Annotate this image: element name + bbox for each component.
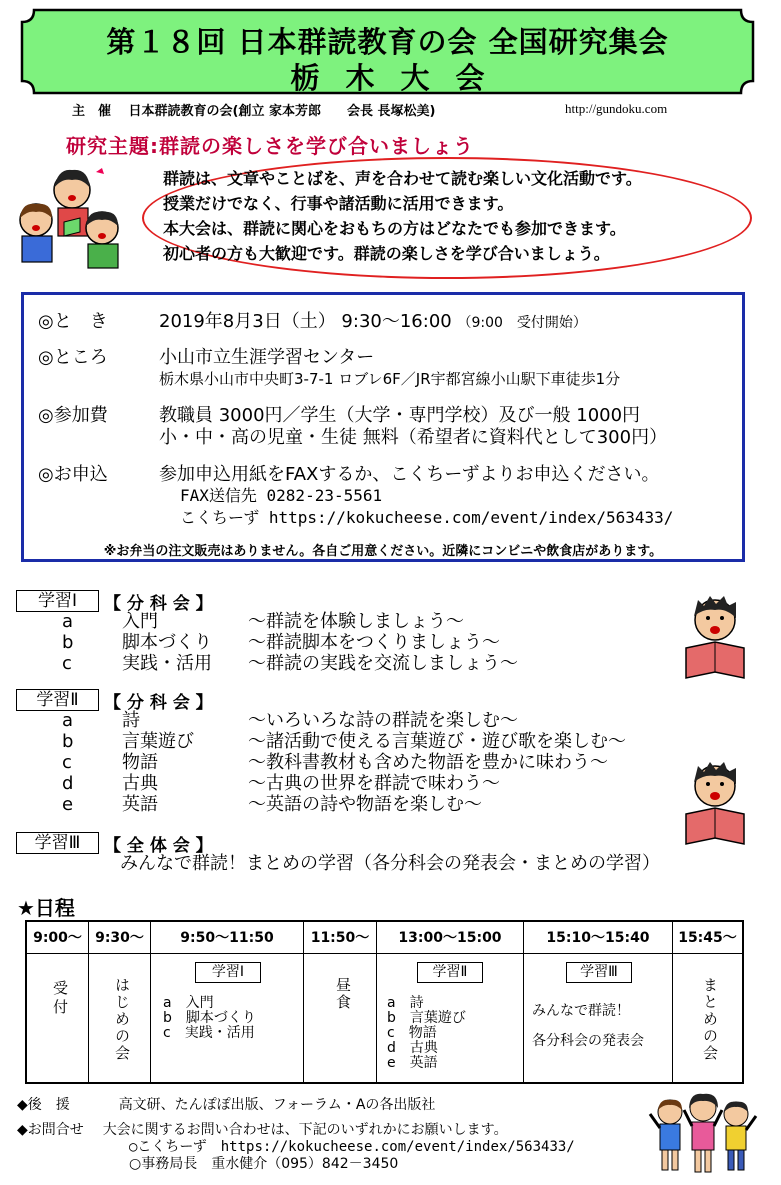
session-2-item-desc: ～教科書教材も含めた物語を豊かに味わう～ (248, 752, 608, 773)
schedule-item: e 英語 (387, 1055, 438, 1071)
session-2-item-letter: b (62, 731, 74, 752)
when-value (159, 307, 587, 333)
contact-label: ◆お問合せ (17, 1122, 84, 1138)
session-2-item-desc: ～古典の世界を群読で味わう～ (248, 773, 500, 794)
where-address: 栃木県小山市中央町3-7-1 ロブレ6F／JR宇都宮線小山駅下車徒歩1分 (159, 370, 621, 388)
session-2-item-name: 詩 (122, 710, 140, 731)
schedule-reception: 受付 (51, 980, 69, 1018)
schedule-col (151, 922, 304, 1082)
intro-line: 本大会は、群読に関心をおもちの方はどなたでも参加できます。 (163, 219, 626, 238)
session-1-item-desc: ～群読脚本をつくりましょう～ (248, 632, 500, 653)
research-theme: 研究主題:群読の楽しさを学び合いましょう (66, 134, 474, 158)
session-1-item-name: 実践・活用 (122, 653, 212, 674)
children-cheering-illustration (648, 1088, 758, 1176)
session-2-item-letter: a (62, 710, 74, 731)
schedule-item: a 詩 (387, 995, 424, 1011)
schedule-heading: ★日程 (17, 896, 75, 920)
session-1-item-letter: b (62, 632, 74, 653)
website-link[interactable]: http://gundoku.com (565, 101, 668, 116)
when-label: ◎と き (38, 311, 108, 332)
schedule-col (673, 922, 742, 1082)
schedule-item: b 言葉遊び (387, 1010, 466, 1026)
session-2-tag: 学習Ⅱ (16, 689, 99, 711)
lunch-note: ※お弁当の注文販売はありません。各自ご用意ください。近隣にコンビニや飲食店があります。 (103, 544, 663, 559)
title-banner (20, 8, 755, 95)
schedule-session-3-tag: 学習Ⅲ (566, 962, 632, 983)
session-3-desc: みんなで群読！まとめの学習（各分科会の発表会・まとめの学習） (120, 853, 660, 874)
session-1-tag: 学習Ⅰ (16, 590, 99, 612)
session-2-item-letter: c (62, 752, 72, 773)
session-2-item-desc: ～英語の詩や物語を楽しむ～ (248, 794, 482, 815)
session-1-heading: 【 分 科 会 】 (104, 594, 213, 614)
apply-line-1: 参加申込用紙をFAXするか、こくちーずよりお申込ください。 (159, 464, 660, 485)
schedule-col (377, 922, 524, 1082)
schedule-col (27, 922, 89, 1082)
schedule-col (524, 922, 673, 1082)
boy-reading-book-illustration (680, 758, 750, 846)
schedule-time: 11:50～ (304, 922, 376, 954)
session-1-item-name: 入門 (122, 611, 158, 632)
when-date: 2019年8月3日（土） 9:30～16:00 (159, 311, 452, 332)
fee-label: ◎参加費 (38, 405, 108, 426)
support-label: ◆後 援 (17, 1097, 70, 1113)
schedule-time: 9:30～ (89, 922, 150, 954)
contact-text: 大会に関するお問い合わせは、下記のいずれかにお願いします。 (102, 1122, 508, 1138)
schedule-col (89, 922, 151, 1082)
intro-line: 群読は、文章やことばを、声を合わせて読む楽しい文化活動です。 (163, 169, 642, 188)
where-value: 小山市立生涯学習センター (159, 347, 375, 368)
schedule-item: a 入門 (163, 995, 214, 1011)
session-2-item-desc: ～諸活動で使える言葉遊び・遊び歌を楽しむ～ (248, 731, 626, 752)
schedule-item: みんなで群読！ (532, 1003, 630, 1019)
contact-block (17, 1122, 575, 1173)
schedule-time: 13:00～15:00 (377, 922, 523, 954)
schedule-session-1-items (163, 996, 256, 1041)
schedule-time: 9:50～11:50 (151, 922, 303, 954)
children-reading-illustration (14, 162, 138, 272)
session-2-item-name: 言葉遊び (122, 731, 194, 752)
schedule-table (25, 920, 744, 1084)
when-note: （9:00 受付開始） (457, 315, 587, 331)
session-2-item-name: 英語 (122, 794, 158, 815)
apply-fax: FAX送信先 0282-23-5561 (180, 486, 383, 505)
fee-line-1: 教職員 3000円／学生（大学・専門学校）及び一般 1000円 (159, 405, 641, 426)
schedule-lunch: 昼食 (334, 977, 352, 1011)
schedule-session-2-items (387, 996, 466, 1071)
intro-line: 授業だけでなく、行事や諸活動に活用できます。 (163, 194, 514, 213)
apply-label: ◎お申込 (38, 464, 108, 485)
support-text: 高文研、たんぽぽ出版、フォーラム・Aの各出版社 (118, 1097, 436, 1113)
session-1-item-desc: ～群読の実践を交流しましょう～ (248, 653, 518, 674)
schedule-session-2-tag: 学習Ⅱ (417, 962, 483, 983)
session-2-item-name: 物語 (122, 752, 158, 773)
session-2-heading: 【 分 科 会 】 (104, 693, 213, 713)
session-1-item-letter: c (62, 653, 72, 674)
session-2-item-name: 古典 (122, 773, 158, 794)
organizer-line: 主 催 日本群読教育の会(創立 家本芳郎 会長 長塚松美) (72, 104, 436, 119)
event-info-box (21, 292, 745, 562)
session-2-item-letter: d (62, 773, 74, 794)
schedule-item: d 古典 (387, 1040, 438, 1056)
session-3-heading: 【 全 体 会 】 (104, 836, 213, 856)
schedule-time: 9:00～ (27, 922, 88, 954)
session-2-item-desc: ～いろいろな詩の群読を楽しむ～ (248, 710, 518, 731)
schedule-item: c 物語 (387, 1025, 437, 1041)
session-1-item-letter: a (62, 611, 74, 632)
schedule-col (304, 922, 377, 1082)
session-1-item-desc: ～群読を体験しましょう～ (248, 611, 464, 632)
schedule-opening: はじめの会 (113, 976, 131, 1062)
session-2-item-letter: e (62, 794, 74, 815)
schedule-closing: まとめの会 (701, 976, 719, 1062)
session-3-tag: 学習Ⅲ (16, 832, 99, 854)
schedule-session-3-desc (532, 996, 644, 1056)
apply-web[interactable]: こくちーず https://kokucheese.com/event/index/563433/ (180, 508, 674, 527)
fee-line-2: 小・中・高の児童・生徒 無料（希望者に資料代として300円） (159, 427, 668, 448)
schedule-time: 15:10～15:40 (524, 922, 672, 954)
intro-text (163, 166, 642, 266)
event-title: 第１８回 日本群読教育の会 全国研究集会 (106, 25, 669, 59)
contact-web[interactable]: ○こくちーず https://kokucheese.com/event/index/563433/ (129, 1139, 575, 1155)
support-line (17, 1094, 435, 1114)
intro-line: 初心者の方も大歓迎です。群読の楽しさを学び合いましょう。 (163, 244, 610, 263)
boy-reading-book-illustration (680, 592, 750, 680)
schedule-item: b 脚本づくり (163, 1010, 256, 1026)
session-1-item-name: 脚本づくり (122, 632, 212, 653)
schedule-item: c 実践・活用 (163, 1025, 255, 1041)
schedule-session-1-tag: 学習Ⅰ (195, 962, 261, 983)
contact-office: ○事務局長 重水健介（095）842－3450 (129, 1156, 399, 1172)
schedule-item: 各分科会の発表会 (532, 1033, 644, 1049)
schedule-time: 15:45～ (673, 922, 742, 954)
event-subtitle: 栃木大会 (290, 61, 511, 95)
where-label: ◎ところ (38, 347, 108, 368)
